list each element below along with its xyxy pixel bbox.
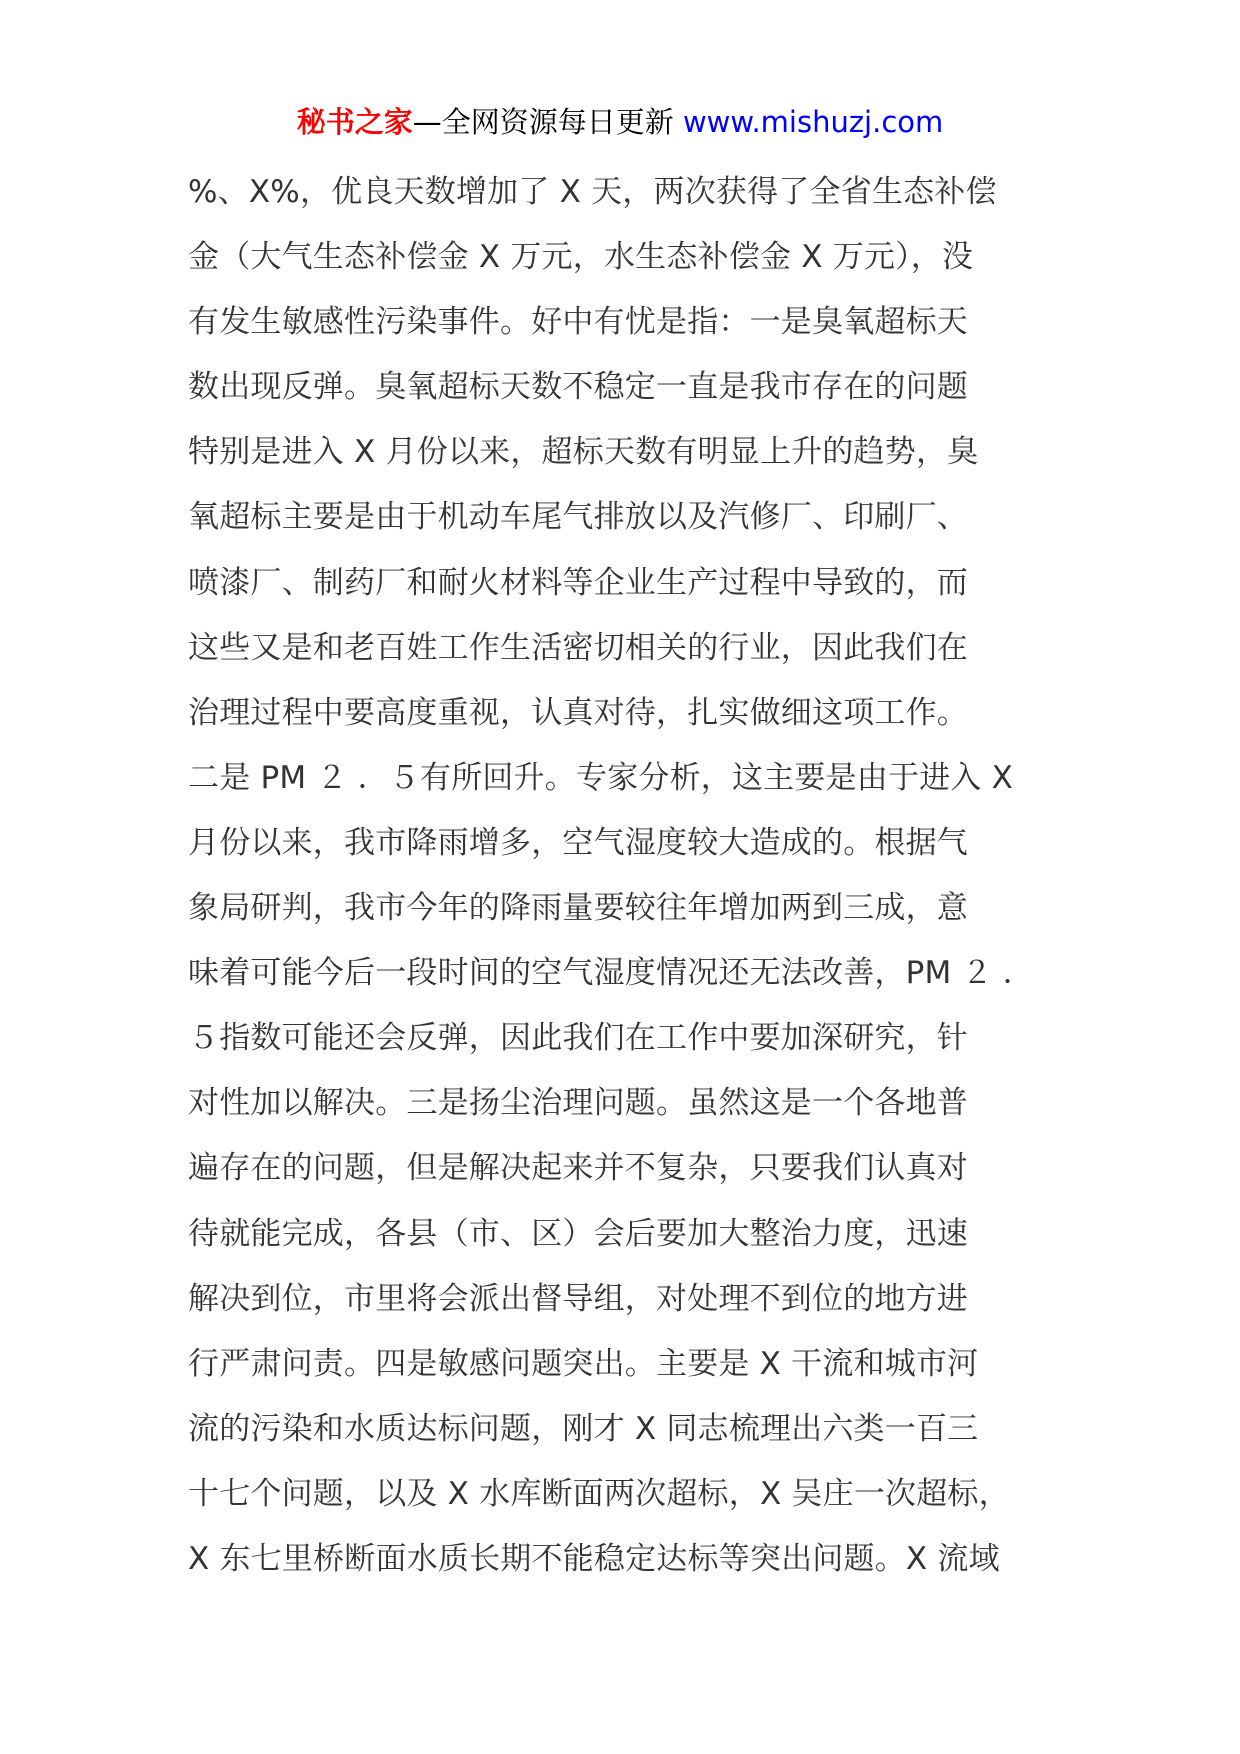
text-line: 月份以来，我市降雨增多，空气湿度较大造成的。根据气 bbox=[188, 824, 968, 861]
text-line: 金（大气生态补偿金 X 万元，水生态补偿金 X 万元），没 bbox=[188, 239, 974, 276]
header-tagline: —全网资源每日更新 bbox=[412, 105, 674, 139]
text-line: 二是 PM ２ ．５有所回升。专家分析，这主要是由于进入 X bbox=[188, 759, 1014, 796]
text-line: 遍存在的问题，但是解决起来并不复杂，只要我们认真对 bbox=[188, 1150, 968, 1187]
text-line: 喷漆厂、制药厂和耐火材料等企业生产过程中导致的，而 bbox=[188, 564, 968, 601]
page-header bbox=[0, 102, 1240, 142]
text-line: 氧超标主要是由于机动车尾气排放以及汽修厂、印刷厂、 bbox=[188, 499, 968, 536]
text-line: 治理过程中要高度重视，认真对待，扎实做细这项工作。 bbox=[188, 694, 968, 731]
text-line: X 东七里桥断面水质长期不能稳定达标等突出问题。X 流域 bbox=[188, 1540, 1000, 1577]
text-line: 十七个问题，以及 X 水库断面两次超标，X 吴庄一次超标， bbox=[188, 1475, 1010, 1512]
text-line: 对性加以解决。三是扬尘治理问题。虽然这是一个各地普 bbox=[188, 1085, 968, 1122]
text-line: 流的污染和水质达标问题，刚才 X 同志梳理出六类一百三 bbox=[188, 1410, 979, 1447]
text-line: %、X%，优良天数增加了 X 天，两次获得了全省生态补偿 bbox=[188, 174, 997, 210]
text-line: 行严肃问责。四是敏感问题突出。主要是 X 干流和城市河 bbox=[188, 1345, 979, 1382]
text-line: 象局研判，我市今年的降雨量要较往年增加两到三成，意 bbox=[188, 890, 968, 927]
text-line: 特别是进入 X 月份以来，超标天数有明显上升的趋势，臭 bbox=[188, 434, 979, 471]
text-line: ５指数可能还会反弹，因此我们在工作中要加深研究，针 bbox=[188, 1020, 968, 1057]
body-text bbox=[188, 160, 1088, 1592]
text-line: 待就能完成，各县（市、区）会后要加大整治力度，迅速 bbox=[188, 1215, 968, 1252]
site-link[interactable]: www.mishuzj.com bbox=[682, 105, 944, 139]
text-line: 解决到位，市里将会派出督导组，对处理不到位的地方进 bbox=[188, 1280, 968, 1317]
text-line: 有发生敏感性污染事件。好中有忧是指：一是臭氧超标天 bbox=[188, 304, 968, 341]
brand-name: 秘书之家 bbox=[296, 105, 413, 139]
text-line: 味着可能今后一段时间的空气湿度情况还无法改善，PM ２ ． bbox=[188, 955, 1034, 992]
text-line: 数出现反弹。臭氧超标天数不稳定一直是我市存在的问题 bbox=[188, 369, 968, 406]
text-line: 这些又是和老百姓工作生活密切相关的行业，因此我们在 bbox=[188, 629, 968, 666]
